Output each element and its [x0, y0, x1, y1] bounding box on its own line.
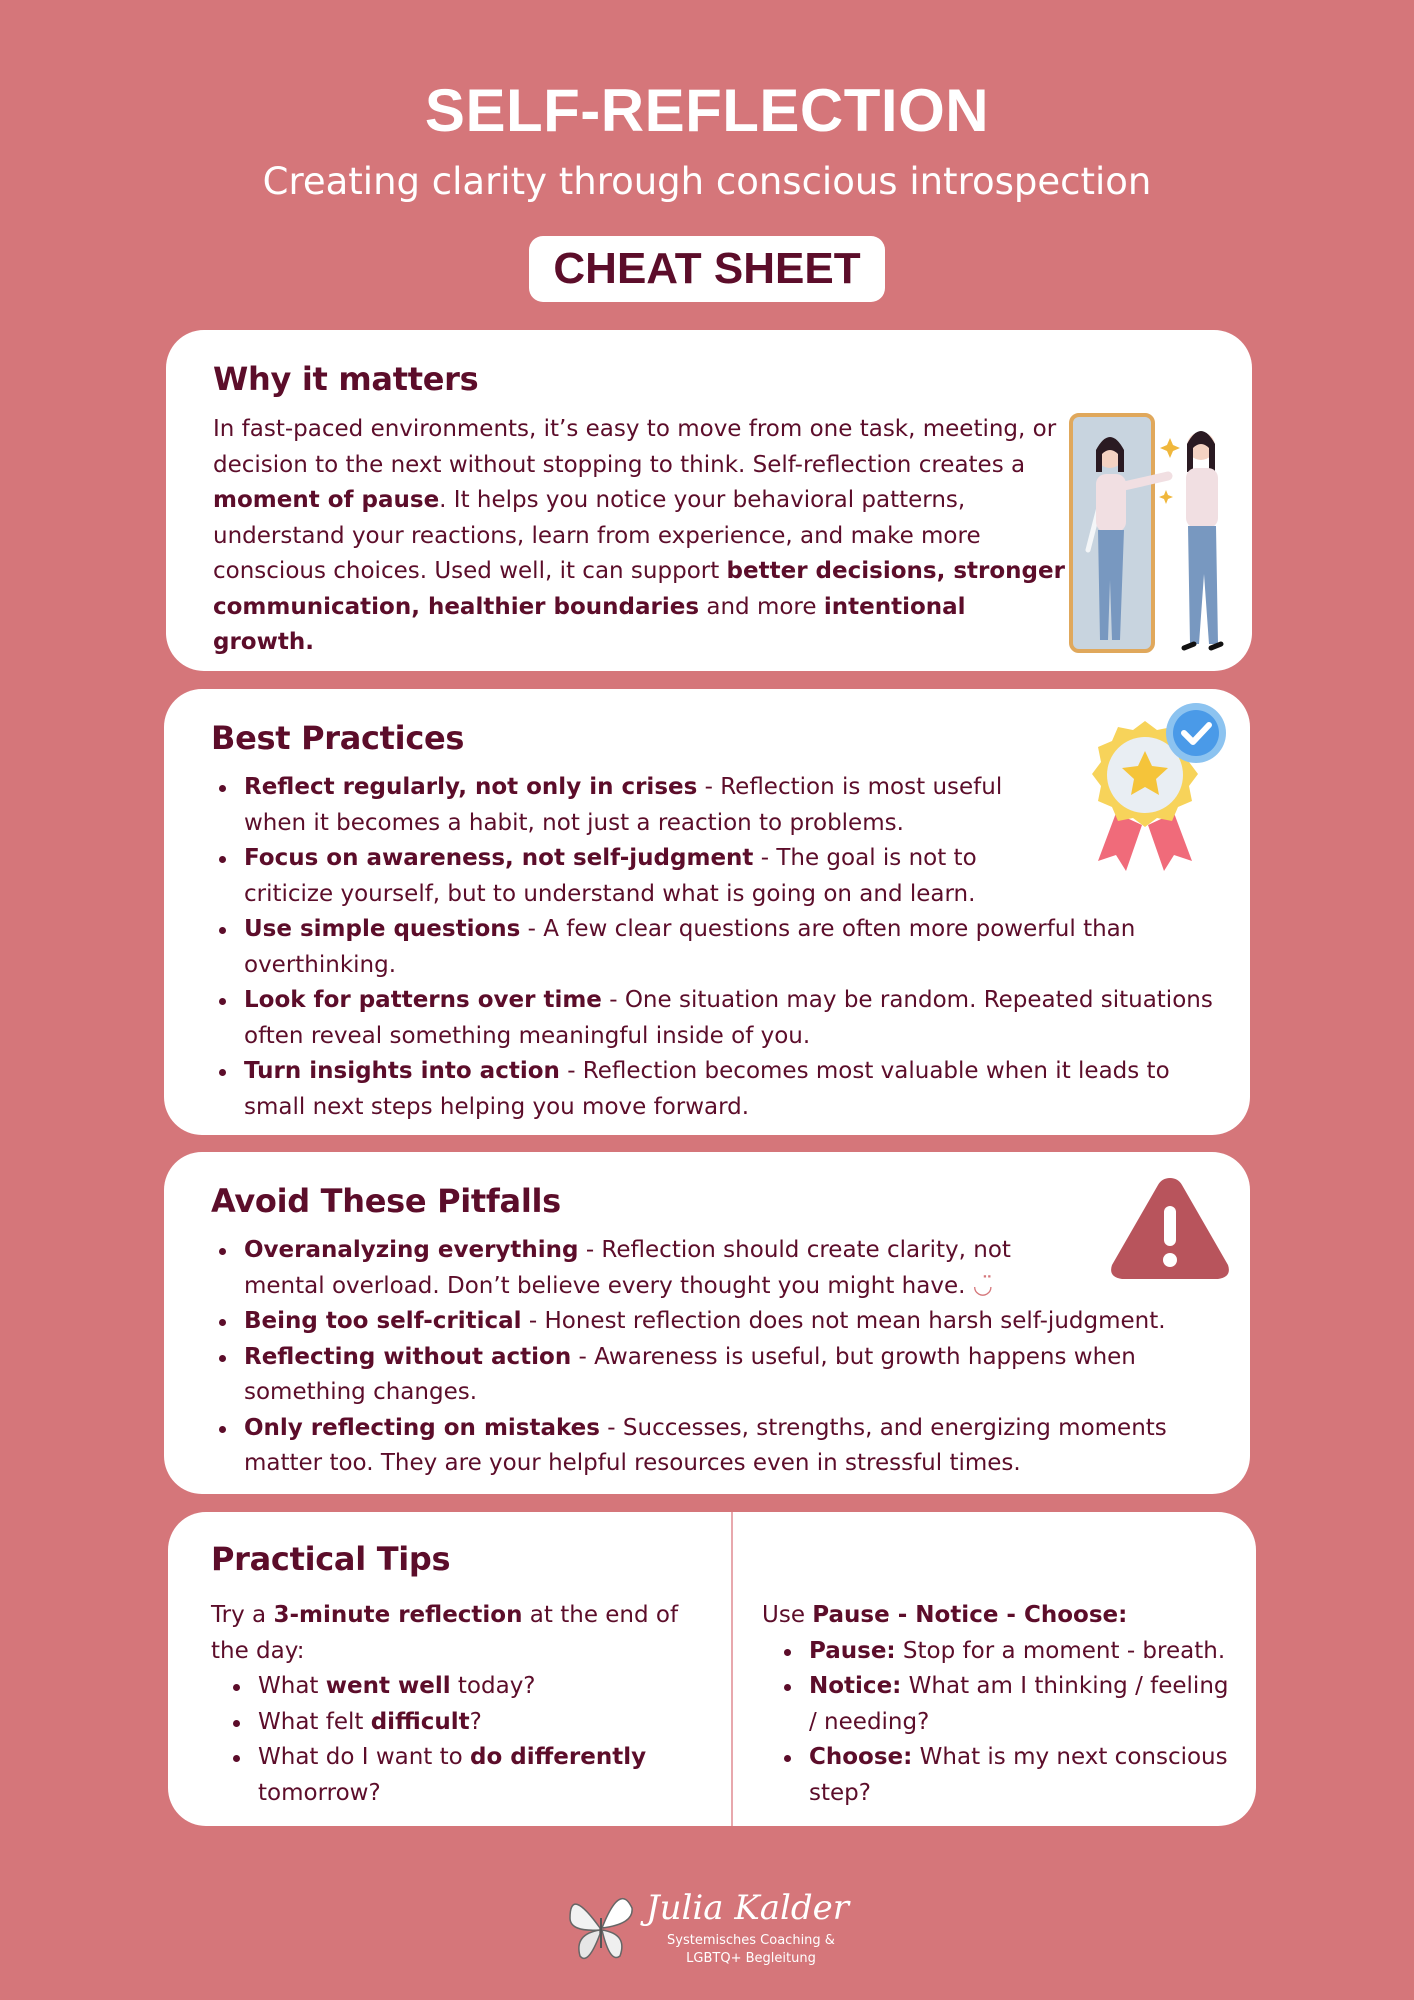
- intro-bold: 3-minute reflection: [273, 1602, 523, 1628]
- why-bold-3: intentional growth.: [213, 593, 966, 655]
- tagline-line-1: Systemisches Coaching &: [667, 1933, 835, 1948]
- item-text: Stop for a moment - breath.: [895, 1637, 1226, 1664]
- item-text: - A few clear questions are often more powerful than overthinking.: [244, 916, 1136, 978]
- item-bold: Look for patterns over time: [244, 987, 602, 1013]
- tagline-line-2: LGBTQ+ Begleitung: [686, 1951, 816, 1966]
- list-item: [225, 1740, 711, 1811]
- wink-smiley-icon: ◡̈: [972, 1272, 993, 1299]
- best-practices-card: [164, 689, 1250, 1135]
- item-bold: Reflecting without action: [244, 1343, 572, 1370]
- list-item: [225, 1669, 711, 1705]
- item-text: What do I want to: [258, 1744, 471, 1770]
- warning-triangle-icon: [1106, 1172, 1234, 1284]
- list-item: [211, 770, 1221, 841]
- item-text: - Reflection is most useful when it becomes a habit, not just a reaction to problems.: [244, 774, 1003, 836]
- list-item: [211, 1054, 1221, 1125]
- why-text-1: In fast-paced environments, it’s easy to move from one task, meeting, or decision to the next without stopping to think. Self-reflection creates a: [213, 416, 1057, 478]
- item-text: tomorrow?: [258, 1779, 381, 1806]
- item-bold: Being too self-critical: [244, 1308, 522, 1334]
- list-item: [776, 1740, 1242, 1811]
- list-item: [776, 1634, 1242, 1670]
- item-text: - Honest reflection does not mean harsh self-judgment.: [521, 1308, 1166, 1334]
- item-bold: difficult: [370, 1708, 470, 1735]
- item-bold: do differently: [470, 1744, 647, 1770]
- item-text: What felt: [258, 1708, 371, 1735]
- tips-left-intro: [211, 1598, 711, 1669]
- tips-heading: Practical Tips: [211, 1540, 451, 1578]
- item-text: - Reflection should create clarity, not mental overload. Don’t believe every thought you might have.: [244, 1237, 1011, 1299]
- item-text: - Reflection becomes most valuable when it leads to small next steps helping you move forward.: [244, 1058, 1170, 1120]
- item-bold: Notice:: [809, 1673, 902, 1699]
- woman-mirror-illustration: [1066, 410, 1256, 670]
- item-text: ?: [469, 1708, 482, 1735]
- list-item: [776, 1669, 1242, 1740]
- best-practices-list: [211, 770, 1221, 1125]
- logo-name: Julia Kalder: [646, 1888, 850, 1928]
- why-bold-2: better decisions, stronger communication, healthier boundaries: [213, 558, 1065, 620]
- item-text: - Awareness is useful, but growth happens when something changes.: [244, 1343, 1136, 1405]
- item-bold: Overanalyzing everything: [244, 1237, 579, 1263]
- why-paragraph: [213, 412, 1073, 661]
- item-text: today?: [450, 1673, 536, 1699]
- list-item: [211, 1304, 1231, 1340]
- pitfalls-list: [211, 1233, 1231, 1482]
- list-item: [211, 1233, 1231, 1304]
- cheat-sheet-badge: CHEAT SHEET: [529, 236, 885, 302]
- page-subtitle: Creating clarity through conscious introspection: [262, 160, 1152, 203]
- item-bold: Reflect regularly, not only in crises: [244, 774, 698, 800]
- item-bold: Focus on awareness, not self-judgment: [244, 845, 754, 871]
- why-text-3: and more: [699, 593, 824, 620]
- item-bold: Pause:: [809, 1637, 896, 1664]
- item-bold: Only reflecting on mistakes: [244, 1414, 600, 1441]
- why-heading: Why it matters: [213, 360, 479, 398]
- list-item: [211, 841, 1221, 912]
- intro-bold: Pause - Notice - Choose:: [812, 1602, 1128, 1628]
- footer-logo: [566, 1888, 866, 1968]
- item-text: - Successes, strengths, and energizing moments matter too. They are your helpful resources even in stressful times.: [244, 1414, 1167, 1476]
- tips-left-column: [211, 1582, 711, 1811]
- intro-text: Use: [762, 1602, 813, 1628]
- reflection-questions-list: [225, 1669, 711, 1811]
- intro-text: Try a: [211, 1602, 274, 1628]
- butterfly-logo-icon: [566, 1888, 636, 1968]
- why-it-matters-card: [166, 330, 1252, 671]
- avoid-heading: Avoid These Pitfalls: [211, 1182, 561, 1220]
- list-item: [211, 1340, 1231, 1411]
- list-item: [211, 1411, 1231, 1482]
- page-title: SELF-REFLECTION: [424, 77, 990, 144]
- item-text: - One situation may be random. Repeated situations often reveal something meaningful inside of you.: [244, 987, 1213, 1049]
- list-item: [211, 912, 1221, 983]
- practical-tips-card: [168, 1512, 1256, 1826]
- award-badge-check-icon: [1076, 703, 1236, 873]
- tips-right-intro: [762, 1598, 1242, 1634]
- list-item: [211, 983, 1221, 1054]
- item-bold: Choose:: [809, 1744, 913, 1770]
- tips-right-column: [762, 1582, 1242, 1811]
- item-text: What: [258, 1673, 326, 1699]
- item-text: What am I thinking / feeling / needing?: [809, 1673, 1229, 1735]
- pause-notice-choose-list: [776, 1634, 1242, 1812]
- item-bold: Turn insights into action: [244, 1058, 560, 1084]
- item-text: - The goal is not to criticize yourself, but to understand what is going on and learn.: [244, 845, 977, 907]
- item-bold: went well: [325, 1673, 451, 1699]
- intro-text: at the end of the day:: [211, 1602, 679, 1664]
- item-text: What is my next conscious step?: [809, 1744, 1228, 1806]
- item-bold: Use simple questions: [244, 916, 521, 942]
- avoid-pitfalls-card: [164, 1152, 1250, 1494]
- logo-tagline: [656, 1932, 846, 1968]
- best-heading: Best Practices: [211, 719, 465, 757]
- why-text-2: . It helps you notice your behavioral patterns, understand your reactions, learn from experience, and make more conscious choices. Used well, it can support: [213, 487, 981, 584]
- column-divider: [731, 1512, 733, 1826]
- why-bold-1: moment of pause: [213, 487, 440, 513]
- list-item: [225, 1705, 711, 1741]
